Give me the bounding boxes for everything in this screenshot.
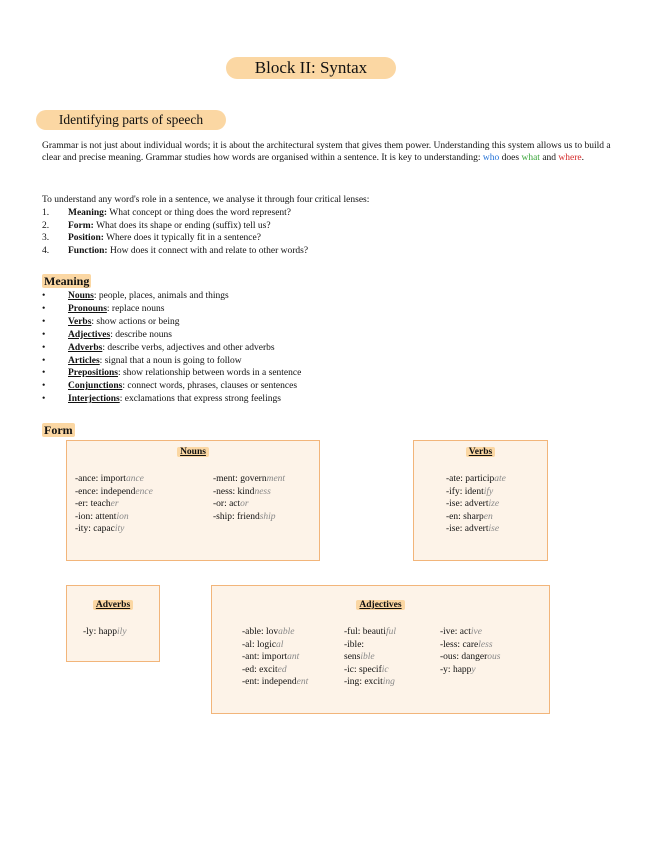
- definition: : show actions or being: [91, 316, 180, 327]
- example-suffix: ant: [287, 652, 300, 662]
- adjectives-col-3: [440, 626, 500, 676]
- intro-end: .: [581, 153, 584, 163]
- example-stem: sens: [344, 652, 361, 662]
- example-suffix: ance: [125, 474, 144, 484]
- keyword-who: who: [482, 153, 500, 163]
- suffix: -or: [213, 499, 225, 509]
- suffix-row: -ise: advertise: [446, 524, 500, 534]
- suffix-row: -en: sharpen: [446, 511, 493, 522]
- term: Conjunctions: [68, 381, 123, 392]
- example-suffix: or: [240, 499, 249, 509]
- example-suffix: ate: [494, 474, 506, 484]
- suffix-row: -ive: active: [440, 627, 482, 637]
- bullet: •: [42, 316, 46, 327]
- suffix: -ant: [242, 652, 257, 662]
- list-item: [42, 380, 301, 393]
- suffix-row: -y: happy: [440, 664, 476, 675]
- box-title: [67, 447, 319, 457]
- definition: : replace nouns: [106, 303, 165, 314]
- keyword-what: what: [521, 153, 540, 163]
- example-stem: happ: [98, 627, 118, 637]
- suffix: -y: [440, 664, 448, 675]
- example-suffix: ent: [296, 677, 309, 687]
- example-suffix: ify: [483, 486, 494, 497]
- example-suffix: ily: [117, 627, 127, 637]
- suffix-row: -ion: attention: [75, 511, 129, 522]
- term: Adverbs: [68, 342, 103, 353]
- example-stem: beauti: [362, 627, 386, 637]
- example-suffix: ship: [259, 511, 276, 522]
- example-stem: care: [462, 639, 479, 650]
- example-stem: import: [100, 474, 126, 484]
- example-suffix: ize: [488, 499, 500, 509]
- suffix: -ify: [446, 486, 460, 497]
- example-stem: attent: [95, 511, 117, 522]
- suffix-row: -ness: kindness: [213, 486, 271, 497]
- intro-and: and: [539, 153, 559, 163]
- lens-text: How does it connect with and relate to other words?: [107, 245, 309, 256]
- suffix-row: -ate: participate: [446, 474, 506, 484]
- suffix: -ful: [344, 627, 358, 637]
- example-stem: act: [459, 627, 471, 637]
- term: Interjections: [68, 394, 120, 405]
- lens-text: What concept or thing does the word represent?: [107, 208, 292, 218]
- example-stem: advert: [464, 499, 489, 509]
- nouns-col-1: [75, 473, 153, 536]
- suffix: -less: [440, 639, 458, 650]
- suffix: -er: [75, 499, 86, 509]
- example-stem: sharp: [463, 511, 484, 522]
- example-suffix: ful: [385, 627, 396, 637]
- lens-name: Meaning:: [68, 208, 108, 218]
- list-item: [42, 393, 301, 406]
- example-suffix: ive: [470, 627, 482, 637]
- list-item: [42, 329, 301, 342]
- suffix-row: -ous: dangerous: [440, 652, 501, 662]
- adverbs-col: [83, 626, 127, 639]
- suffix-row: -ent: independent: [242, 677, 309, 687]
- definition: : exclamations that express strong feelings: [119, 394, 281, 405]
- definition: : describe verbs, adjectives and other adverbs: [102, 342, 275, 353]
- suffix: -al: [242, 639, 253, 650]
- suffix-row: -or: actor: [213, 499, 249, 509]
- example-stem: advert: [464, 524, 489, 534]
- example-suffix: ible: [360, 652, 375, 662]
- lens-item: [42, 220, 308, 233]
- suffix: -ing: [344, 677, 360, 687]
- nouns-title: Nouns: [177, 447, 209, 457]
- verbs-box: [413, 440, 548, 561]
- suffix-row: -ible:: [344, 639, 365, 650]
- page-title: Block II: Syntax: [226, 57, 396, 79]
- suffix-row: -ant: important: [242, 652, 300, 662]
- lens-item: [42, 245, 308, 258]
- example-suffix: ed: [277, 664, 287, 675]
- intro-does: does: [499, 153, 522, 163]
- suffix-row: -ance: importance: [75, 474, 144, 484]
- list-item: [42, 367, 301, 380]
- bullet: •: [42, 394, 46, 405]
- example-stem: govern: [240, 474, 267, 484]
- example-stem: excit: [364, 677, 383, 687]
- example-suffix: ous: [487, 652, 501, 662]
- example-stem: danger: [461, 652, 488, 662]
- adjectives-title: Adjectives: [356, 600, 404, 610]
- definition: : connect words, phrases, clauses or sentences: [122, 381, 298, 392]
- definition: : signal that a noun is going to follow: [99, 355, 242, 366]
- suffix: -en: [446, 511, 459, 522]
- list-item: [42, 342, 301, 355]
- suffix: -ive: [440, 627, 455, 637]
- suffix: -ise: [446, 524, 460, 534]
- lens-item: [42, 207, 308, 220]
- example-suffix: ic: [381, 664, 389, 675]
- example-stem: independ: [261, 677, 297, 687]
- term: Verbs: [68, 316, 92, 327]
- section-title: Identifying parts of speech: [36, 110, 226, 130]
- suffix: -ity: [75, 524, 89, 534]
- definition: : describe nouns: [110, 329, 172, 340]
- definition: : show relationship between words in a sentence: [117, 368, 302, 379]
- example-stem: friend: [237, 511, 260, 522]
- list-item: [42, 290, 301, 303]
- lens-number: 1.: [42, 208, 50, 218]
- suffix-row: -ed: excited: [242, 664, 287, 675]
- meaning-heading: Meaning: [44, 274, 90, 288]
- intro-paragraph: [42, 140, 612, 164]
- box-title: [212, 600, 549, 610]
- form-heading: Form: [44, 423, 73, 437]
- suffix-row: -ment: government: [213, 474, 286, 484]
- example-suffix: ness: [254, 486, 271, 497]
- bullet: •: [42, 291, 46, 301]
- example-suffix: al: [276, 639, 284, 650]
- example-suffix: y: [471, 664, 476, 675]
- lenses-list: [42, 207, 308, 257]
- bullet: •: [42, 303, 46, 314]
- suffix: -ent: [242, 677, 257, 687]
- example-stem: excit: [259, 664, 278, 675]
- suffix-row: -ing: exciting: [344, 677, 395, 687]
- suffix: -ate: [446, 474, 461, 484]
- example-stem: logic: [257, 639, 277, 650]
- suffix: -ion: [75, 511, 91, 522]
- list-item: [42, 355, 301, 368]
- example-suffix: ence: [135, 486, 153, 497]
- example-stem: lov: [266, 627, 279, 637]
- lens-number: 3.: [42, 233, 50, 244]
- bullet: •: [42, 342, 46, 353]
- keyword-where: where: [558, 153, 582, 163]
- suffix-row: -al: logical: [242, 639, 284, 650]
- lenses-intro: To understand any word's role in a sentence, we analyse it through four critical lenses:: [42, 195, 370, 205]
- term: Pronouns: [68, 303, 107, 314]
- example-suffix: ity: [114, 524, 125, 534]
- example-suffix: ion: [116, 511, 129, 522]
- list-item: [42, 303, 301, 316]
- suffix: -ise: [446, 499, 460, 509]
- term: Articles: [68, 355, 100, 366]
- lens-text: What does its shape or ending (suffix) tell us?: [93, 220, 271, 231]
- adjectives-col-1: [242, 626, 308, 689]
- suffix-row: -er: teacher: [75, 499, 119, 509]
- example-suffix: able: [278, 627, 295, 637]
- example-stem: teach: [90, 499, 111, 509]
- term: Nouns: [68, 291, 94, 301]
- nouns-box: [66, 440, 320, 561]
- example-suffix: ise: [488, 524, 500, 534]
- example-stem: independ: [100, 486, 136, 497]
- example-stem: particip: [465, 474, 495, 484]
- box-title: [414, 447, 547, 457]
- suffix-row: -less: careless: [440, 639, 493, 650]
- suffix-row: -able: lovable: [242, 627, 295, 637]
- example-stem: ident: [464, 486, 484, 497]
- adjectives-box: [211, 585, 550, 714]
- example-suffix: en: [483, 511, 493, 522]
- list-item: [42, 316, 301, 329]
- example-stem: act: [229, 499, 241, 509]
- lens-text: Where does it typically fit in a sentence?: [103, 233, 261, 244]
- lens-name: Form:: [68, 220, 94, 231]
- adjectives-col-2: [344, 626, 396, 689]
- example-suffix: ing: [382, 677, 395, 687]
- definition: : people, places, animals and things: [93, 291, 229, 301]
- lens-name: Function:: [68, 245, 108, 256]
- suffix-row: -ly: happily: [83, 627, 127, 637]
- nouns-col-2: [213, 473, 285, 523]
- lens-number: 4.: [42, 245, 50, 256]
- suffix: -ence: [75, 486, 96, 497]
- adverbs-box: [66, 585, 160, 662]
- example-stem: specif: [359, 664, 382, 675]
- example-suffix: er: [110, 499, 119, 509]
- suffix: -ance: [75, 474, 96, 484]
- suffix-row: -ence: independence: [75, 486, 153, 497]
- suffix: -ness: [213, 486, 233, 497]
- suffix-row: -ship: friendship: [213, 511, 276, 522]
- suffix: -ed: [242, 664, 255, 675]
- suffix: -ment: [213, 474, 236, 484]
- example-suffix: ment: [266, 474, 286, 484]
- suffix: -ship: [213, 511, 232, 522]
- suffix-row: -ic: specific: [344, 664, 389, 675]
- example-stem: import: [261, 652, 288, 662]
- example-suffix: less: [478, 639, 493, 650]
- lens-item: [42, 232, 308, 245]
- verbs-title: Verbs: [466, 447, 495, 457]
- example-stem: happ: [452, 664, 472, 675]
- suffix: -ly: [83, 627, 94, 637]
- suffix-row: -ify: identify: [446, 486, 494, 497]
- term: Prepositions: [68, 368, 118, 379]
- suffix-row: -ity: capacity: [75, 524, 125, 534]
- suffix: -ic: [344, 664, 355, 675]
- suffix: -able: [242, 627, 261, 637]
- term: Adjectives: [68, 329, 111, 340]
- example-stem: kind: [237, 486, 255, 497]
- box-title: [67, 600, 159, 610]
- bullet: •: [42, 381, 46, 392]
- example-stem: capac: [93, 524, 115, 534]
- meaning-list: [42, 290, 301, 406]
- bullet: •: [42, 329, 46, 340]
- suffix: -ible: [344, 639, 362, 650]
- verbs-col: [446, 473, 506, 536]
- suffix-row: -ise: advertize: [446, 499, 500, 509]
- bullet: •: [42, 368, 46, 379]
- suffix-row: -ful: beautiful: [344, 627, 396, 637]
- lens-number: 2.: [42, 220, 50, 231]
- adverbs-title: Adverbs: [93, 600, 133, 610]
- lens-name: Position:: [68, 233, 104, 244]
- suffix: -ous: [440, 652, 457, 662]
- bullet: •: [42, 355, 46, 366]
- suffix-row: [344, 651, 396, 664]
- intro-text: Grammar is not just about individual words; it is about the architectural system that gives them power. Understanding this system allows us to build a clear and precise meaning. Grammar studies how words are organised within a sentence. It is key to understanding:: [42, 141, 611, 163]
